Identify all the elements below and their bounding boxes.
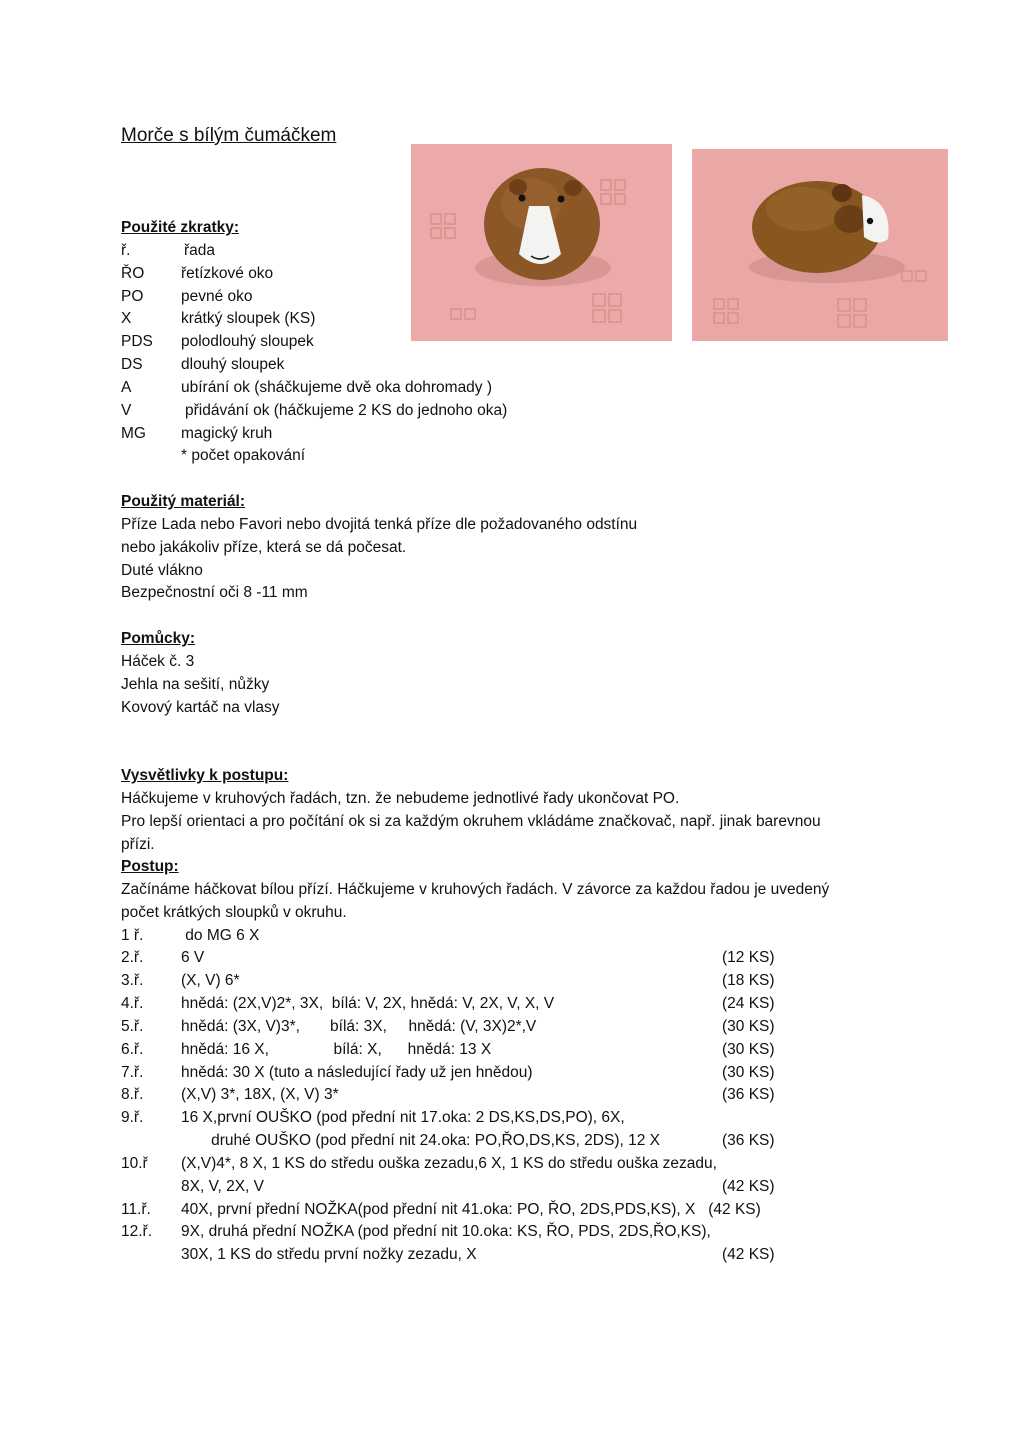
abbreviations-heading: Použité zkratky: [121, 219, 240, 236]
row-label: 10.ř [121, 1155, 148, 1172]
row-text: hnědá: (3X, V)3*, bílá: 3X, hnědá: (V, 3X)2*,V [181, 1018, 537, 1035]
abbr-term: ŘO [121, 265, 145, 282]
row-count: (30 KS) [722, 1018, 775, 1035]
guinea-pig-side-image [692, 149, 948, 341]
row-count: (36 KS) [722, 1132, 775, 1149]
abbr-term: X [121, 310, 132, 327]
row-text: 40X, první přední NOŽKA(pod přední nit 41.oka: PO, ŘO, 2DS,PDS,KS), X (42 KS) [181, 1201, 761, 1218]
row-text: 8X, V, 2X, V [181, 1178, 265, 1195]
row-text: hnědá: (2X,V)2*, 3X, bílá: V, 2X, hnědá: V, 2X, V, X, V [181, 995, 555, 1012]
abbr-meaning: * počet opakování [181, 447, 306, 464]
row-count: (42 KS) [722, 1246, 775, 1263]
explanation-line: Pro lepší orientaci a pro počítání ok si za každým okruhem vkládáme značkovač, např. jinak barevnou [121, 813, 821, 830]
abbr-meaning: pevné oko [181, 288, 253, 305]
procedure-intro: počet krátkých sloupků v okruhu. [121, 904, 347, 921]
abbr-meaning: polodlouhý sloupek [181, 333, 314, 350]
row-label: 6.ř. [121, 1041, 144, 1058]
row-text: (X,V)4*, 8 X, 1 KS do středu ouška zezadu,6 X, 1 KS do středu ouška zezadu, [181, 1155, 717, 1172]
row-text: hnědá: 16 X, bílá: X, hnědá: 13 X [181, 1041, 492, 1058]
row-count: (36 KS) [722, 1086, 775, 1103]
photo-guinea-pig-side [692, 149, 948, 341]
row-label: 9.ř. [121, 1109, 144, 1126]
tools-line: Háček č. 3 [121, 653, 195, 670]
abbr-term: V [121, 402, 132, 419]
row-text: 9X, druhá přední NOŽKA (pod přední nit 10.oka: KS, ŘO, PDS, 2DS,ŘO,KS), [181, 1223, 711, 1240]
row-count: (30 KS) [722, 1041, 775, 1058]
row-text: (X,V) 3*, 18X, (X, V) 3* [181, 1086, 339, 1103]
abbr-term: ř. [121, 242, 131, 259]
row-label: 1 ř. [121, 927, 144, 944]
row-count: (30 KS) [722, 1064, 775, 1081]
row-text: 16 X,první OUŠKO (pod přední nit 17.oka: 2 DS,KS,DS,PO), 6X, [181, 1109, 625, 1126]
row-label: 3.ř. [121, 972, 144, 989]
row-label: 11.ř. [121, 1201, 151, 1218]
material-heading: Použitý materiál: [121, 493, 246, 510]
row-count: (42 KS) [722, 1178, 775, 1195]
row-count: (18 KS) [722, 972, 775, 989]
row-label: 5.ř. [121, 1018, 144, 1035]
row-text: druhé OUŠKO (pod přední nit 24.oka: PO,ŘO,DS,KS, 2DS), 12 X [181, 1132, 660, 1149]
explanation-line: přízi. [121, 836, 155, 853]
row-text: hnědá: 30 X (tuto a následující řady už jen hnědou) [181, 1064, 533, 1081]
material-line: Příze Lada nebo Favori nebo dvojitá tenká příze dle požadovaného odstínu [121, 516, 638, 533]
guinea-pig-front-image [411, 144, 672, 341]
material-line: Bezpečnostní oči 8 -11 mm [121, 584, 308, 601]
row-text: do MG 6 X [181, 927, 260, 944]
explanation-line: Háčkujeme v kruhových řadách, tzn. že nebudeme jednotlivé řady ukončovat PO. [121, 790, 680, 807]
row-text: 6 V [181, 949, 205, 966]
document-title: Morče s bílým čumáčkem [121, 125, 337, 146]
abbr-meaning: magický kruh [181, 425, 273, 442]
material-line: nebo jakákoliv příze, která se dá počesat. [121, 539, 407, 556]
row-label: 7.ř. [121, 1064, 144, 1081]
abbr-meaning: krátký sloupek (KS) [181, 310, 316, 327]
explanation-heading: Vysvětlivky k postupu: [121, 767, 289, 784]
abbr-meaning: dlouhý sloupek [181, 356, 285, 373]
abbr-term: PDS [121, 333, 153, 350]
tools-heading: Pomůcky: [121, 630, 196, 647]
photo-guinea-pig-front [411, 144, 672, 341]
row-label: 12.ř. [121, 1223, 153, 1240]
row-label: 2.ř. [121, 949, 144, 966]
abbr-meaning: ubírání ok (sháčkujeme dvě oka dohromady ) [181, 379, 493, 396]
row-count: (12 KS) [722, 949, 775, 966]
abbr-term: PO [121, 288, 144, 305]
abbr-meaning: řetízkové oko [181, 265, 274, 282]
procedure-intro: Začínáme háčkovat bílou přízí. Háčkujeme v kruhových řadách. V závorce za každou řadou je uvedený [121, 881, 830, 898]
abbr-meaning: řada [184, 242, 216, 259]
procedure-heading: Postup: [121, 858, 179, 875]
row-label: 4.ř. [121, 995, 144, 1012]
abbr-term: A [121, 379, 132, 396]
row-label: 8.ř. [121, 1086, 144, 1103]
tools-line: Kovový kartáč na vlasy [121, 699, 280, 716]
abbr-meaning: přidávání ok (háčkujeme 2 KS do jednoho oka) [185, 402, 508, 419]
abbr-term: MG [121, 425, 146, 442]
row-text: (X, V) 6* [181, 972, 240, 989]
row-count: (24 KS) [722, 995, 775, 1012]
material-line: Duté vlákno [121, 562, 203, 579]
row-text: 30X, 1 KS do středu první nožky zezadu, X [181, 1246, 477, 1263]
abbr-term: DS [121, 356, 143, 373]
tools-line: Jehla na sešití, nůžky [121, 676, 270, 693]
